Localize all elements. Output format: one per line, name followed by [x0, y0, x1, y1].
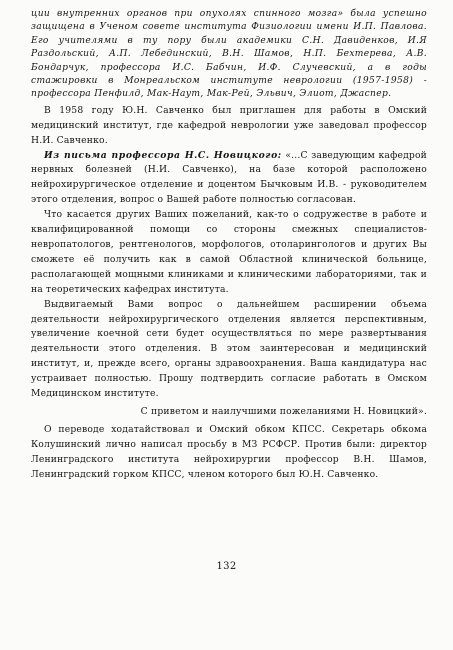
letter-paragraph-cooperation: Что касается других Ваших пожеланий, как-то о содружестве в работе и квалифицированной помощи со стороны смежных специалистов-невропатологов, рентгенологов, морфологов, отоларингологов и других Вы сможете её получить как в самой Областной клинической больнице, располагающей мощными клиниками и клиническими лабораториями, так и на теоретических кафедрах института.: [31, 209, 427, 295]
letter-heading: Из письма профессора Н.С. Новицкого:: [44, 149, 282, 161]
letter-paragraph-expansion: Выдвигаемый Вами вопрос о дальнейшем расширении объема деятельности нейрохирургического отделения является перспективным, увеличение коечной сети будет осуществляться по мере развертывания деятельности этого отделения. В этом заинтересован и медицинский институт, и, прежде всего, органы здравоохранения. Ваша кандидатура нас устраивает полностью. Прошу подтвердить согласие работать в Омском Медицинском институте.: [31, 298, 427, 400]
transfer-paragraph: О переводе ходатайствовал и Омский обком КПСС. Секретарь обкома Колушинский лично написал просьбу в МЗ РСФСР. Против были: директор Ленинградского института нейрохирургии профессор В.Н. Шамов, Ленинградский горком КПСС, членом которого был Ю.Н. Савченко.: [31, 423, 427, 480]
appointment-paragraph: В 1958 году Ю.Н. Савченко был приглашен для работы в Омский медицинский институт, где кафедрой неврологии уже заведовал профессор Н.И. Савченко.: [31, 104, 427, 146]
italic-paragraph: ции внутренних органов при опухолях спинного мозга» была успешно защищена в Ученом совете института Физиологии имени И.П. Павлова. Его учителями в ту пору были академики С.Н. Давиденков, И.Я Раздольский, А.П. Лебединский, В.Н. Шамов, Н.П. Бехтерева, А.В. Бондарчук, профессора И.С. Бабчин, И.Ф. Случевский, а в годы стажировки в Монреальском институте неврологии (1957-1958) - профессора Пенфилд, Мак-Наут, Мак-Рей, Эльвич, Элиот, Джаспер.: [31, 9, 427, 100]
page-text: [31, 8, 427, 483]
letter-signature: С приветом и наилучшими пожеланиями Н. Новицкий».: [140, 405, 427, 417]
letter-opening-text: «...С заведующим кафедрой нервных болезней (Н.И. Савченко), на базе которой расположено нейрохирургическое отделение и доцентом Бычковым И.В. - руководителем этого отделения, вопрос о Вашей работе полностью согласован.: [31, 149, 427, 206]
page-number: 132: [216, 561, 237, 572]
letter-opening-paragraph: [31, 149, 427, 209]
